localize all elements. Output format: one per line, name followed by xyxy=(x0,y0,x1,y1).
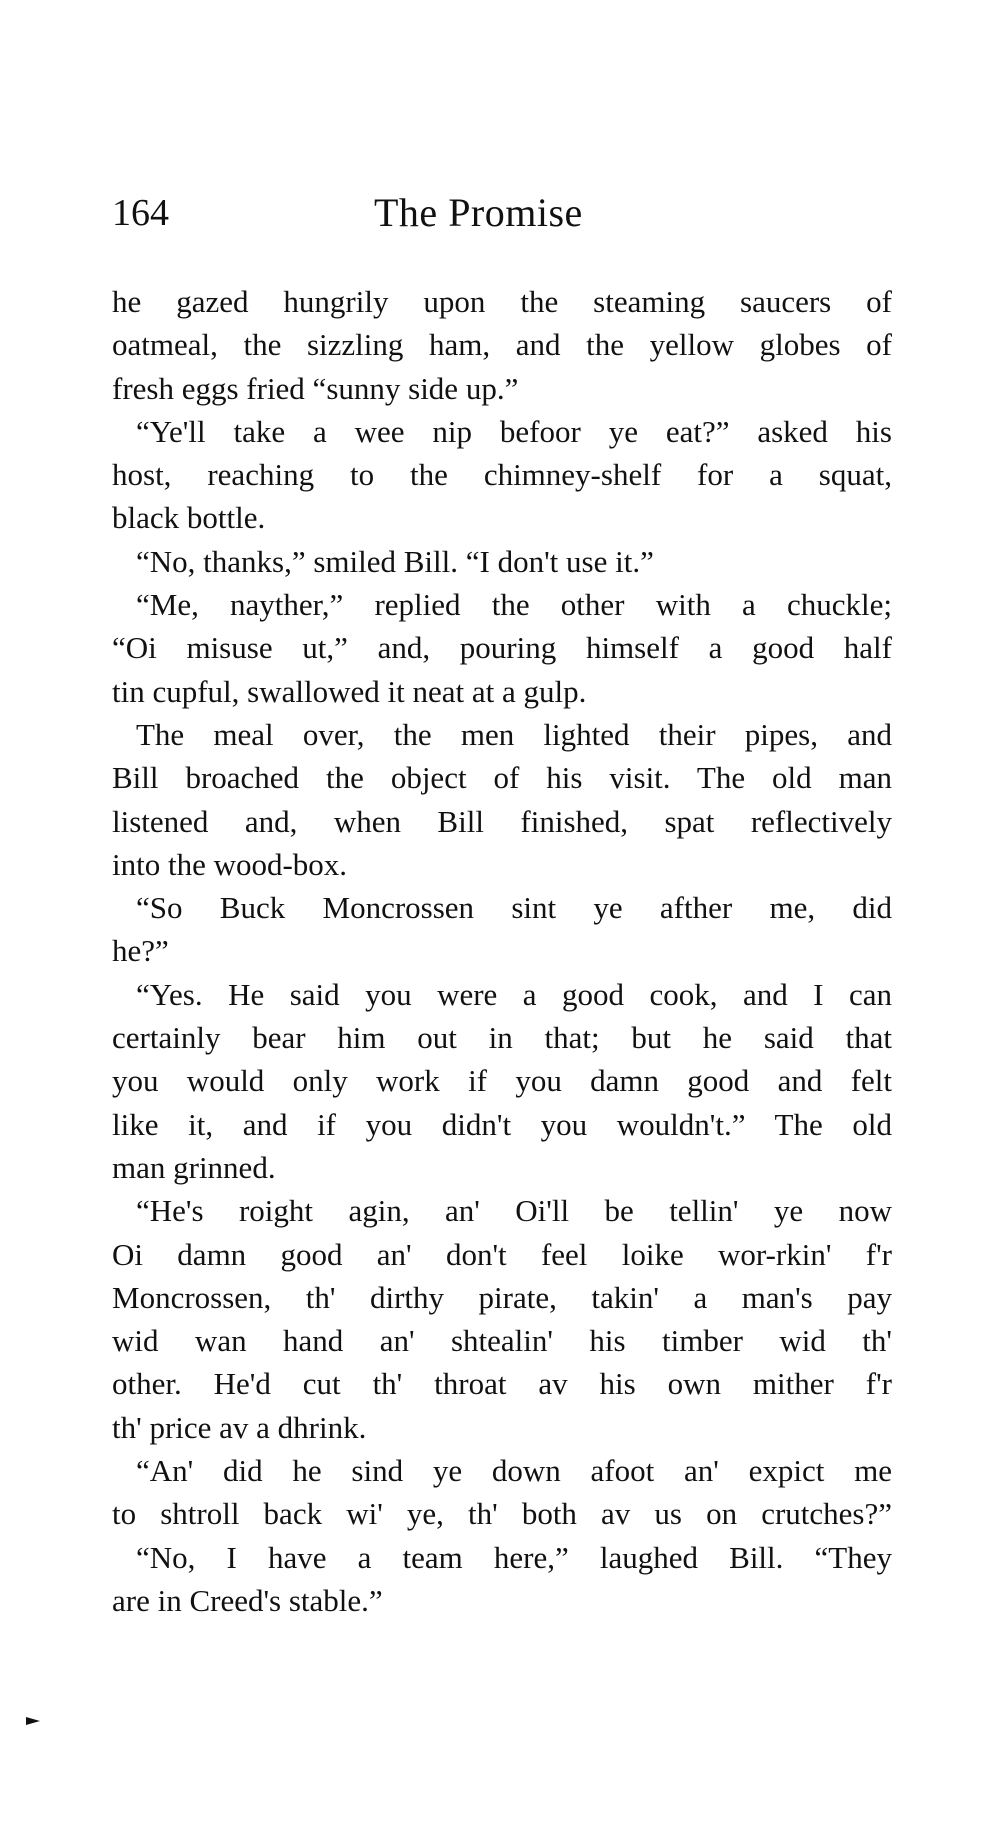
text-line: like it, and if you didn't you wouldn't.” The old xyxy=(112,1106,892,1142)
text-line: oatmeal, the sizzling ham, and the yellow globes of xyxy=(112,327,892,363)
text-line: The meal over, the men lighted their pipes, and xyxy=(136,716,892,752)
text-line: other. He'd cut th' throat av his own mither f'r xyxy=(112,1366,892,1402)
text-line: “No, I have a team here,” laughed Bill. “They xyxy=(136,1539,892,1575)
text-line: tin cupful, swallowed it neat at a gulp. xyxy=(112,673,587,709)
text-line: you would only work if you damn good and felt xyxy=(112,1063,892,1099)
text-line: are in Creed's stable.” xyxy=(112,1582,383,1618)
text-line: certainly bear him out in that; but he said that xyxy=(112,1020,892,1056)
text-line: to shtroll back wi' ye, th' both av us on crutches?” xyxy=(112,1496,892,1532)
text-line: host, reaching to the chimney-shelf for a squat, xyxy=(112,457,892,493)
text-line: into the wood-box. xyxy=(112,846,348,882)
paragraph xyxy=(112,1536,892,1623)
page-number: 164 xyxy=(112,192,169,234)
text-line: “Ye'll take a wee nip befoor ye eat?” asked his xyxy=(136,413,892,449)
paragraph xyxy=(112,973,892,1189)
paragraph xyxy=(112,280,892,410)
text-line: man grinned. xyxy=(112,1149,276,1185)
text-line: wid wan hand an' shtealin' his timber wid th' xyxy=(112,1323,892,1359)
paragraph xyxy=(112,713,892,886)
text-line: he gazed hungrily upon the steaming saucers of xyxy=(112,284,892,319)
running-title: The Promise xyxy=(374,190,583,235)
text-line: “An' did he sind ye down afoot an' expict me xyxy=(136,1453,892,1489)
text-line: listened and, when Bill finished, spat reflectively xyxy=(112,803,892,839)
paragraph xyxy=(112,1449,892,1536)
text-line: “So Buck Moncrossen sint ye afther me, did xyxy=(136,890,892,926)
text-line: “He's roight agin, an' Oi'll be tellin' ye now xyxy=(136,1193,892,1229)
text-line: “No, thanks,” smiled Bill. “I don't use it.” xyxy=(136,543,654,579)
paragraph xyxy=(112,540,892,583)
text-line: “Yes. He said you were a good cook, and I can xyxy=(136,976,892,1012)
paragraph xyxy=(112,886,892,973)
text-line: “Me, nayther,” replied the other with a chuckle; xyxy=(136,587,892,623)
paragraph xyxy=(112,583,892,713)
text-line: fresh eggs fried “sunny side up.” xyxy=(112,370,519,406)
page-header xyxy=(112,188,892,238)
paragraph xyxy=(112,410,892,540)
paragraph xyxy=(112,1189,892,1449)
text-line: “Oi misuse ut,” and, pouring himself a good half xyxy=(112,630,892,666)
text-line: Moncrossen, th' dirthy pirate, takin' a man's pay xyxy=(112,1279,892,1315)
text-line: Bill broached the object of his visit. The old man xyxy=(112,760,892,796)
body-text xyxy=(112,280,892,1622)
text-line: black bottle. xyxy=(112,500,266,536)
text-line: th' price av a dhrink. xyxy=(112,1409,367,1445)
printer-mark-arrow-icon xyxy=(26,1717,40,1725)
text-line: he?” xyxy=(112,933,169,969)
text-line: Oi damn good an' don't feel loike wor-rkin' f'r xyxy=(112,1236,892,1272)
